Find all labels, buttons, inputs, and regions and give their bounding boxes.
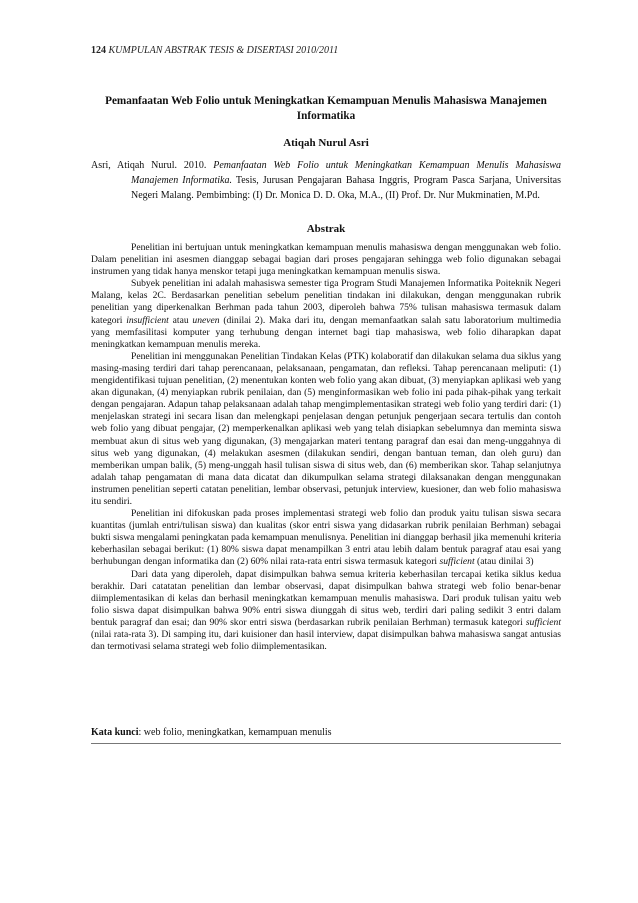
running-title: KUMPULAN ABSTRAK TESIS & DISERTASI 2010/2011 — [108, 45, 339, 56]
citation — [91, 158, 561, 204]
abstract-paragraph-5 — [91, 569, 561, 654]
citation-rest: Tesis, Jurusan Pengajaran Bahasa Inggris, Program Pasca Sarjana, Universitas Negeri Malang. Pembimbing: (I) Dr. Monica D. D. Oka, M.A., (II) Prof. Dr. Nur Mukminatien, M.Pd. — [131, 175, 561, 202]
bottom-rule — [91, 743, 561, 744]
abstract-body — [91, 242, 561, 653]
running-header — [91, 45, 338, 56]
citation-lead: Asri, Atiqah Nurul. 2010. — [91, 160, 207, 171]
abstract-paragraph-1: Penelitian ini bertujuan untuk meningkatkan kemampuan menulis mahasiswa dengan menggunakan web folio. Dalam penelitian ini asesmen dianggap sebagai bagian dari proses pengajaran sehingga web folio digunakan sebagai instrumen yang tidak hanya menskor tetapi juga meningkatkan kemampuan menulis siswa. — [91, 242, 561, 278]
p4-italic-sufficient: sufficient — [439, 556, 475, 568]
abstract-paragraph-3: Penelitian ini menggunakan Penelitian Tindakan Kelas (PTK) kolaboratif dan dilakukan selama dua siklus yang masing-masing terdiri dari tahap perencanaan, pelaksanaan, pengamatan, dan refleksi. Tahap perencanaan meliputi: (1) mengidentifikasi tujuan penelitian, (2) menentukan konten web folio yang akan dibuat, (3) menyiapkan aplikasi web yang akan digunakan, (4) menyiapkan rubrik penilaian, dan (5) menginformasikan web folio ini pada pihak-pihak yang terkait dengan pengajaran. Adapun tahap pelaksanaan adalah tahap mengimplementasikan strategi web folio yang terdiri dari: (1) menjelaskan strategi ini secara lisan dan melengkapi penjelasan dengan petunjuk pengerjaan secara tertulis dan contoh web folio yang dibuat pengajar, (2) memperkenalkan aplikasi web yang telah disiapkan sebelumnya dan meminta siswa membuat akun di situs web yang digunakan, (3) mengajarkan materi tentang paragraf dan esai dan meng-unggahnya di situs web yang digunakan, (4) melakukan asesmen (dilakukan sendiri, dengan bantuan teman, dan oleh guru) dan memberikan umpan balik, (5) meng-unggah hasil tulisan siswa di situs web, dan (6) memberikan skor. Tahap selanjutnya adalah tahap pengamatan di mana data dicatat dan dikumpulkan selama strategi dilaksanakan dengan menggunakan instrumen penelitian seperti catatan penelitian, lembar observasi, petunjuk interview, kuesioner, dan web folio mahasiswa itu sendiri. — [91, 350, 561, 507]
abstract-paragraph-2 — [91, 278, 561, 351]
paper-author: Atiqah Nurul Asri — [283, 137, 369, 149]
p5-text-a: Dari data yang diperoleh, dapat disimpulkan bahwa semua kriteria keberhasilan tercapai ketika siklus kedua berakhir. Dari catatatan penelitian dan lembar observasi, dapat disimpulkan bahwa strategi web folio benar-benar diimplementasikan di kelas dan berhasil meningkatkan kemampuan menulis mahasiswa. Dari produk tulisan yaitu web folio siswa dapat disimpulkan bahwa 90% entri siswa diunggah di situs web, terdiri dari paling sedikit 3 entri dalam bentuk paragraf dan esai; dan 90% skor entri siswa (berdasarkan rubrik penilaian Berhman) termasuk kategori — [91, 568, 561, 628]
keywords-list: : web folio, meningkatkan, kemampuan menulis — [138, 727, 332, 738]
page-number: 124 — [91, 45, 106, 56]
p2-italic-uneven: uneven — [192, 314, 220, 326]
abstract-paragraph-4 — [91, 508, 561, 568]
keywords-label: Kata kunci — [91, 727, 139, 738]
citation-title: Pemanfaatan Web Folio untuk Meningkatkan Kemampuan Menulis Mahasiswa Manajemen Informatika. — [131, 160, 562, 187]
p4-text-b: (atau dinilai 3) — [477, 556, 534, 568]
p4-text-a: Penelitian ini difokuskan pada proses implementasi strategi web folio dan produk yaitu tulisan siswa secara kuantitas (jumlah entri/tulisan siswa) dan kualitas (skor entri siswa yang didasarkan rubrik penilaian Berhman) sebagai bukti siswa mengalami peningkatan pada kemampuan menulisnya. Penelitian ini dianggap berhasil jika memenuhi kriteria keberhasilan sebagai berikut: (1) 80% siswa dapat menampilkan 3 entri atau lebih dalam bentuk paragraf atau esai yang berhubungan dengan informatika dan (2) 60% nilai rata-rata entri siswa termasuk kategori — [91, 508, 561, 568]
p5-italic-sufficient: sufficient — [525, 616, 561, 628]
p2-text-a: Subyek penelitian ini adalah mahasiswa semester tiga Program Studi Manajemen Informatika Poiteknik Negeri Malang, kelas 2C. Berdasarkan penelitian sebelum penelitian tindakan ini dilakukan, dengan menggunakan rubrik penelitian yang diperkenalkan Berhman pada tahun 2003, diperoleh bahwa 75% tulisan mahasiswa termasuk dalam kategori — [91, 278, 561, 326]
p2-text-b: atau — [172, 314, 189, 326]
paper-title: Pemanfaatan Web Folio untuk Meningkatkan Kemampuan Menulis Mahasiswa Manajemen Informatika — [105, 95, 547, 122]
abstract-heading: Abstrak — [306, 223, 346, 235]
p2-text-c: (dinilai 2). Maka dari itu, dengan memanfaatkan salah satu laboratorium multimedia yang memfasilitasi komputer yang terhubung dengan internet bagi tiap mahasiswa, web folio diharapkan dapat meningkatkan kemampuan menulis mereka. — [91, 314, 562, 350]
p2-italic-insufficient: insufficient — [126, 314, 169, 326]
p5-text-b: (nilai rata-rata 3). Di samping itu, dari kuisioner dan hasil interview, dapat disimpulkan bahwa mahasiswa sangat antusias dan termotivasi selama strategi web folio diimplementasikan. — [91, 629, 561, 653]
keywords — [91, 727, 561, 738]
